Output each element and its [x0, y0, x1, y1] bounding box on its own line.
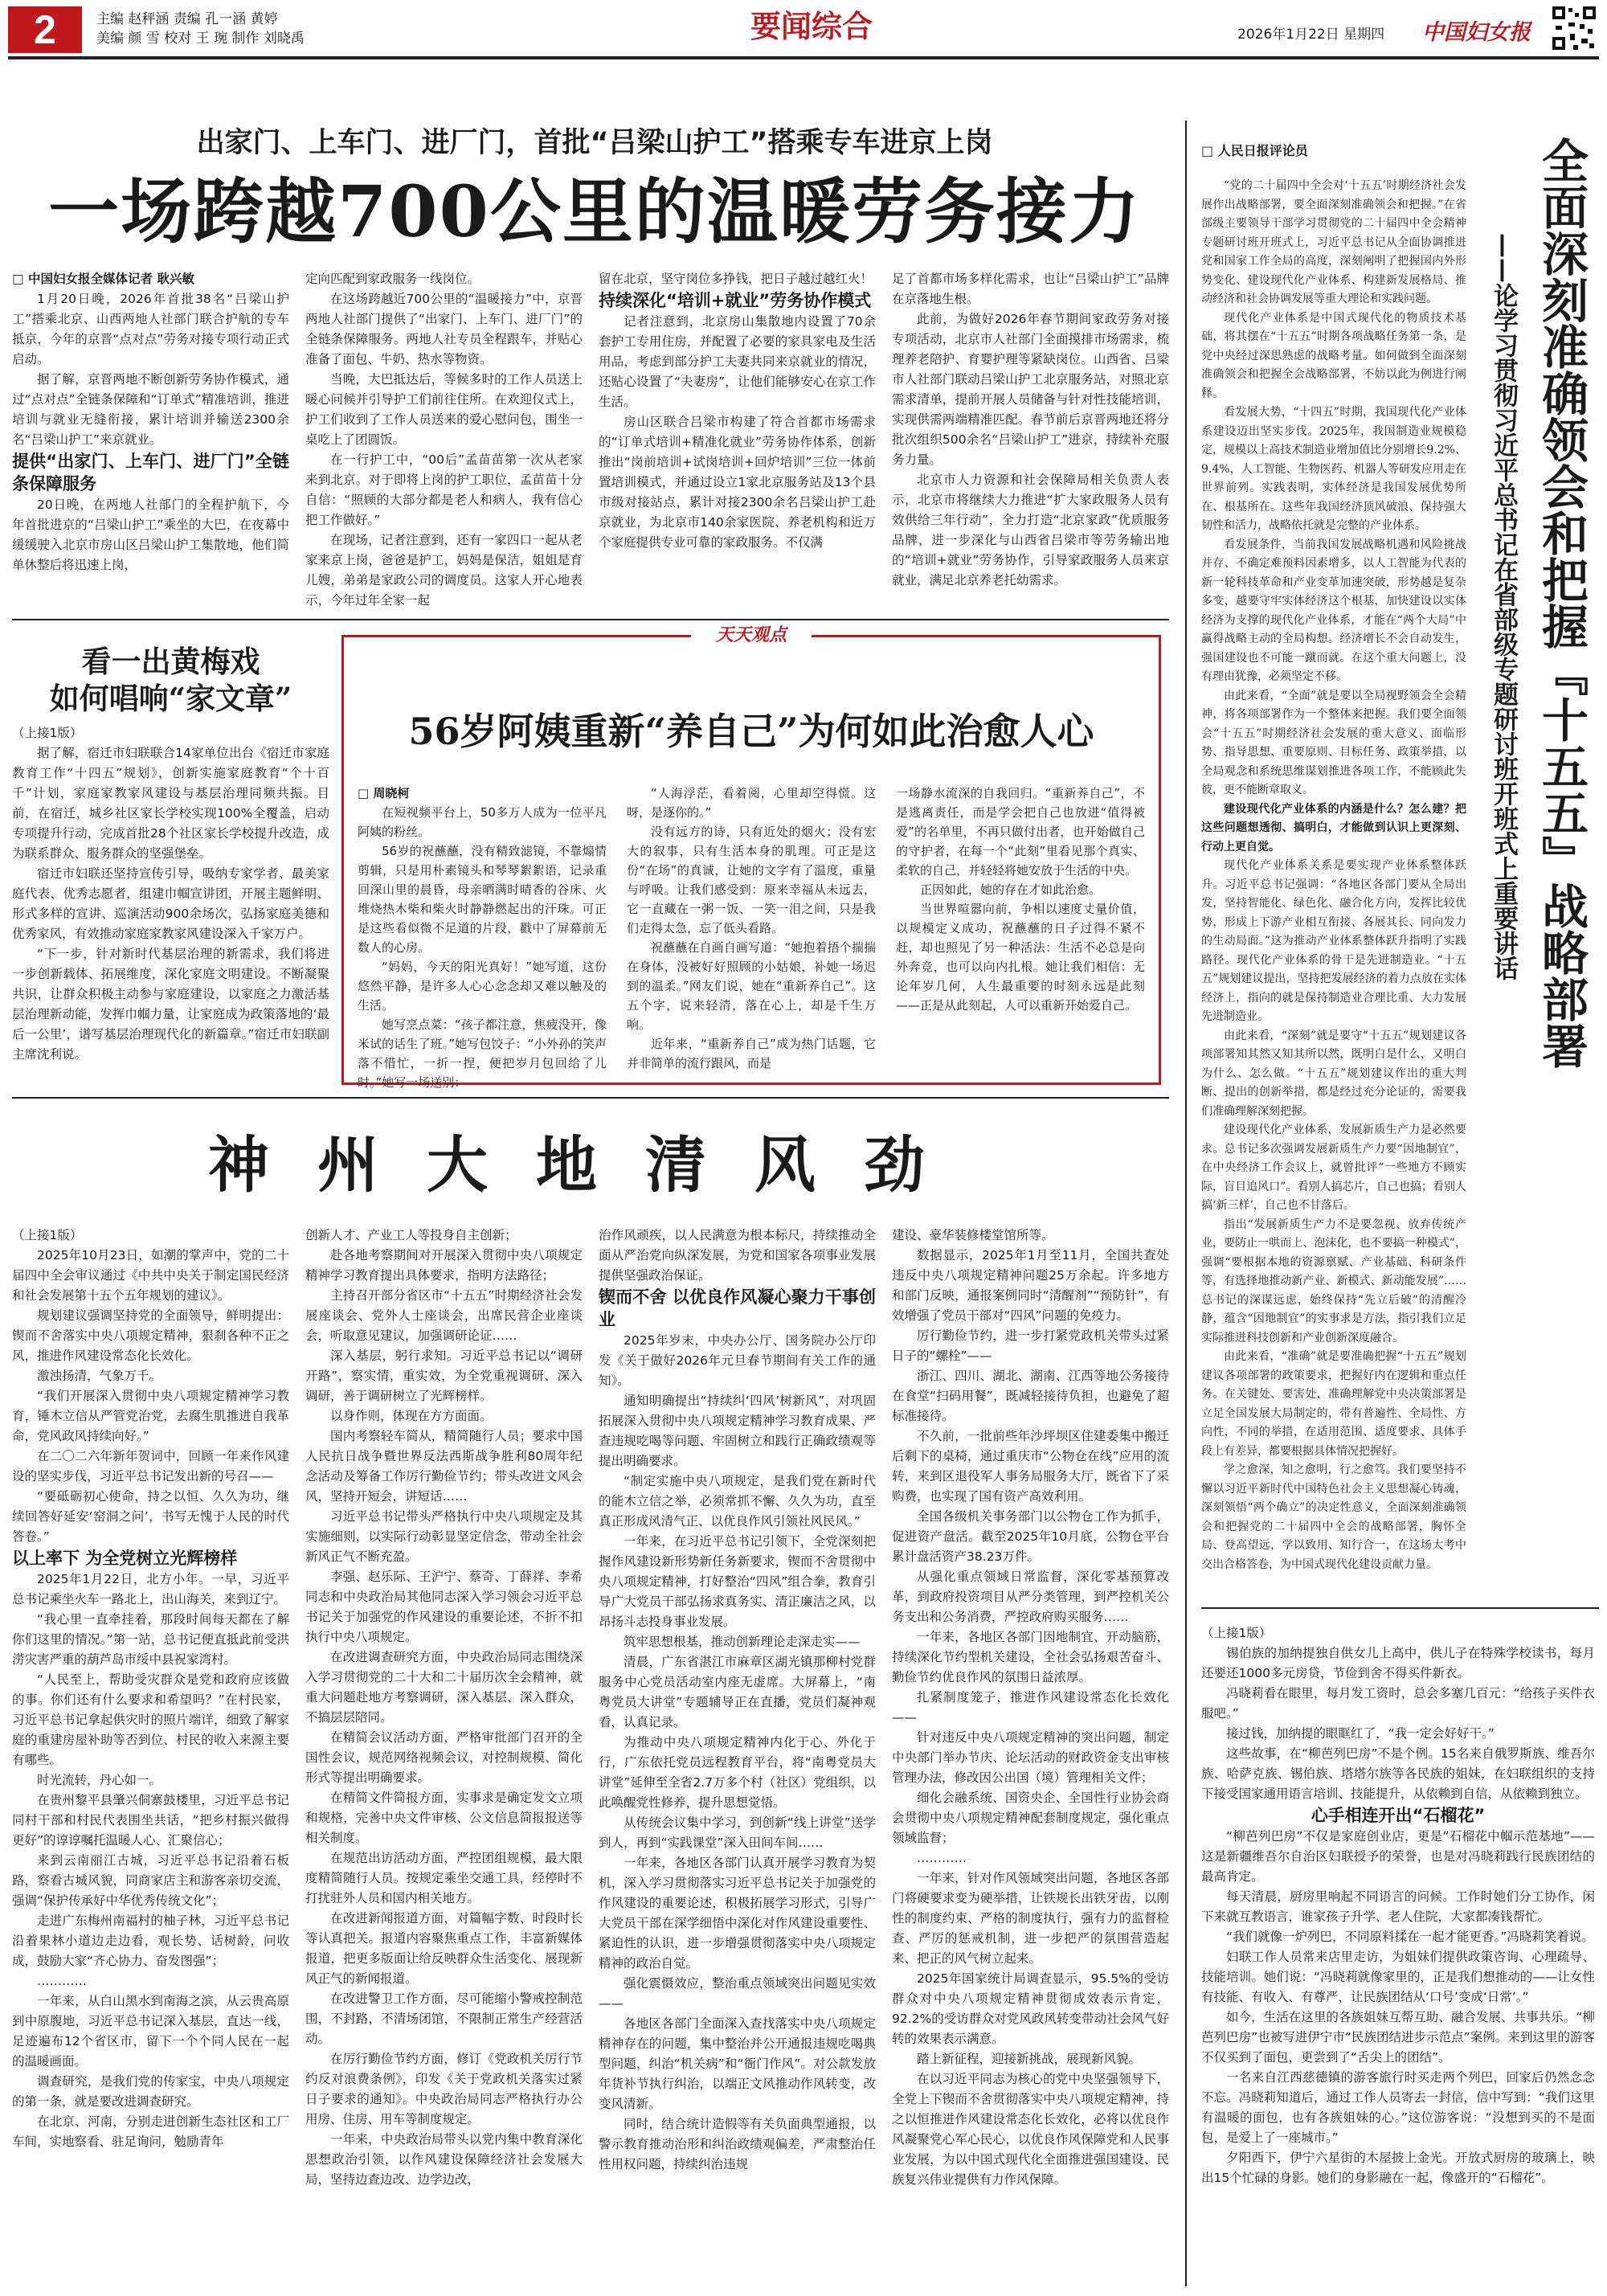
shenzhou-col-1: （上接1版） 2025年10月23日，如潮的掌声中，党的二十届四中全会审议通过《中共中央关于制定国民经济和社会发展第十五个五年规划的建议》。 规划建议强调坚持党的全面领导，鲜明提出：锲而不舍落实中央八项规定精神，狠刹各种不正之风，推进作风建设常态化长效化。 激浊扬清，气象万千。 “我们开展深入贯彻中央八项规定精神学习教育，锤木立信从严管党治党，去腐生肌推进自我革命，党风政风持续向好。” 在二〇二六年新年贺词中，回顾一年来作风建设的坚实步伐，习近平总书记发出新的号召—— “要砥砺初心使命，持之以恒、久久为功，继续回答好延安‘窑洞之问’，书写无愧于人民的时代答卷。” 以上率下 为全党树立光辉榜样 2025年1月22日，北方小年。一早，习近平总书记乘坐火车一路北上，出山海关，来到辽宁。 “我心里一直牵挂着，那段时间每天都在了解你们这里的情况。”第一站，总书记便直抵此前受洪涝灾害严重的葫芦岛市绥中县祝家湾村。 “人民至上，帮助受灾群众是党和政府应该做的事。你们还有什么要求和希望吗？”在村民家，习近平总书记拿起供灾时的照片端详，细致了解家庭的重建房屋补助等否到位、村民的收入来源主要有哪些。 时光流转，丹心如一。 在贵州黎平县肇兴侗寨鼓楼里，习近平总书记同村干部和村民代表围坐共话，“把乡村振兴做得更好”的谆谆嘱托温暖人心、汇聚信心； 来到云南丽江古城，习近平总书记沿着石板路，察看古城风貌，同商家店主和游客亲切交流，强调“保护传承好中华优秀传统文化”； 走进广东梅州南福村的柚子林，习近平总书记沿着果林小道边走边看，观长势、话树龄，问收成，鼓励大家“齐心协力、奋发图强”； ………… 一年来，从白山黑水到南海之滨，从云贵高原到中原腹地，习近平总书记深入基层，直达一线，足迹遍布12个省区市，留下一个个同人民在一起的温暖画面。 调查研究，是我们党的传家宝，中央八项规定的第一条，就是要改进调查研究。 在北京、河南，分别走进创新生态社区和工厂车间，实地察看、驻足询问，勉励青年 [12, 1228, 289, 2149]
lead-col-2: 定向匹配到家政服务一线岗位。 在这场跨越近700公里的“温暖接力”中，京晋两地人社部门提供了“出家门、上车门、进厂门”的全链条保障服务。两地人社专员全程跟车，并贴心准备了面包、牛奶、热水等物资。 当晚，大巴抵达后，等候多时的工作人员送上暖心问候并引导护工们前往住所。在欢迎仪式上，护工们收到了工作人员送来的爱心慰问包，围坐一桌吃上了团圆饭。 在一行护工中，“00后”孟苗苗第一次从老家来到北京。对于即将上岗的护工职位，孟苗苗十分自信：“照顾的大部分都是老人和病人，我有信心把工作做好。” 在现场，记者注意到，还有一家四口一起从老家来京上岗，爸爸是护工，妈妈是保洁，姐姐是育儿嫂，弟弟是家政公司的调度员。这家人开心地表示，今年过年全家一起 [305, 272, 583, 608]
lead-bottom-rule [12, 619, 1169, 620]
bottom-right-story: （上接1版） 锡伯族的加纳提独自供女儿上高中，供儿子在特殊学校读书，每月还要还1000多元房贷，节俭到舍不得买件新衣。 冯晓莉看在眼里，每月发工资时，总会多塞几百元：“给孩子买件衣服吧。” 接过钱，加纳提的眼眶红了，“我一定会好好干。” 这些故事，在“柳芭列巴房”不是个例。15名来自俄罗斯族、维吾尔族、哈萨克族、锡伯族、塔塔尔族等各民族的姐妹，在妇联组织的支持下接受国家通用语言培训、技能提升，从依赖到自信，从依赖到独立。 心手相连开出“石榴花” “柳芭列巴房”不仅是家庭创业店，更是“石榴花中帼示范基地”——这是新疆维吾尔自治区妇联授予的荣誉，也是对冯晓莉践行民族团结的最高肯定。 每天清晨，厨房里响起不同语言的问候。工作时她们分工协作，闲下来就互教语言，谁家孩子升学、老人住院，大家都凑钱帮忙。 “我们就像一炉列巴，不同原料揉在一起才能更香。”冯晓莉笑着说。 妇联工作人员常来店里走访，为姐妹们提供政策咨询、心理疏导、技能培训。她们说：“冯晓莉就像家里的，正是我们想推动的——让女性有技能、有收入、有尊严，让民族团结从‘口号’变成‘日常’。” 如今，生活在这里的各族姐妹互帮互助、融合发展、共事共乐。“柳芭列巴房”也被写进伊宁市“民族团结进步示范点”案例。来到这里的游客不仅买到了面包，更尝到了“舌尖上的团结”。 一名来自江西慈德镇的游客旅行时买走两个列巴，回家后仍然念念不忘。冯晓莉知道后，通过工作人员寄去一封信，信中写到：“我们这里有温暖的面包，也有各族姐妹的心。”这位游客说：“没想到买的不是面包，是爱上了一座城市。” 夕阳西下，伊宁六星街的木屋披上金光。开放式厨房的玻璃上，映出15个忙碌的身影。她们的身影融在一起，像盛开的“石榴花”。 [1201, 1626, 1595, 2185]
opinion-col-2: “人海浮茫，看着阅，心里却空得慌。这呀，是逐你的。” 没有远方的诗，只有近处的烟火；没有宏大的叙事，只有生活本身的肌理。可正是这份“在场”的真诚，让她的文字有了温度，重量与呼吸。让我们感受到：原来幸福从未远去，它一直藏在一粥一饭、一笑一泪之间，只是我们走得太急，忘了低头看路。 祝蘸蘸在自画自画写道：“她抱着捂个揣揣在身体，没被好好照顾的小姑娘，补她一场迟到的温柔。”网友们说，她在“重新养自己”。这五个字，说来轻清，落在心上，却是千生万响。 近年来，“重新养自己”成为热门话题，它并非简单的流行跟风，而是 [627, 786, 876, 1070]
lead-col-1: □ 中国妇女报全媒体记者 耿兴敏 1月20日晚，2026年首批38名“吕梁山护工”搭乘北京、山西两地人社部门联合护航的专车抵京，今年的京晋“点对点”劳务对接专项行动正式启动。 据了解，京晋两地不断创新劳务协作模式，通过“点对点”全链条保障和“订单式”精准培训，推进培训与就业无缝衔接，累计培训并输送2300余名“吕梁山护工”来京就业。 提供“出家门、上车门、进厂门”全链条保障服务 20日晚，在两地人社部门的全程护航下，今年首批进京的“吕梁山护工”乘坐的大巴，在夜幕中缓缓驶入北京市房山区吕梁山护工集散地，他们简单休整后将迅速上岗， [12, 269, 289, 607]
lead-kicker: 出家门、上车门、进厂门，首批“吕梁山护工”搭乘专车进京上岗 [196, 127, 993, 159]
opinion-title: 56岁阿姨重新“养自己”为何如此治愈人心 [408, 710, 1094, 753]
shenzhou-col-3: 治作风顽疾，以人民满意为根本标尺，持续推动全面从严治党向纵深发展，为党和国家各项事业发展提供坚强政治保证。 锲而不舍 以优良作风凝心聚力干事创业 2025年岁末，中央办公厅、国务院办公厅印发《关于做好2026年元旦春节期间有关工作的通知》。 通知明确提出“持续纠‘四风’树新风”，对巩固拓展深入贯彻中央八项规定精神学习教育成果、严查违规吃喝等问题、牢固树立和践行正确政绩观等提出明确要求。 “制定实施中央八项规定，是我们党在新时代的能木立信之举，必须常抓不懈、久久为功，直至真正形成风清气正、以优良作风引领社风民风。” 一年来，在习近平总书记引领下，全党深刻把握作风建设新形势新任务新要求，锲而不舍贯彻中央八项规定精神，打好整治“四风”组合拳，教育引导广大党员干部弘扬求真务实、清正廉洁之风，以昂扬斗志投身事业发展。 筑牢思想根基，推动创新理论走深走实—— 清晨，广东省湛江市麻章区湖光镇那柳村党群服务中心党员活动室内座无虚席。大屏幕上，“南粤党员大讲堂”专题辅导正在直播，党员们凝神观看，认真记录。 为推动中央八项规定精神内化于心、外化于行，广东依托党员远程教育平台，将“南粤党员大讲堂”延伸至全省2.7万多个村（社区）党组织，以此唤醒党性修养，提升思想觉悟。 从传统会议集中学习，到创新“线上讲堂”送学到人，再到“实践课堂”深入田间车间…… 一年来，各地区各部门认真开展学习教育为契机，深入学习贯彻落实习近平总书记关于加强党的作风建设的重要论述，积极拓展学习形式，引导广大党员干部在深学细悟中深化对作风建设重要性、紧迫性的认识，进一步增强贯彻落实中央八项规定精神的政治自觉。 强化震慑效应，整治重点领域突出问题见实效—— 各地区各部门全面深入查找落实中央八项规定精神存在的问题，集中整治并公开通报违规吃喝典型问题，纠治“机关病”和“衙门作风”。对公款发放年货补节执行纠治，以端正文风推动作风转变，改变风清新。 同时，结合统计造假等有关负面典型通报，以警示教育推动治形和纠治政绩观偏差，严肃整治任性用权问题，持续纠治违规 [599, 1228, 876, 2171]
shenzhou-headline: 神州大地清风劲 [208, 1129, 973, 1201]
shenzhou-subhead-1: 以上率下 为全党树立光辉榜样 [12, 1549, 238, 1568]
page-number: 2 [8, 6, 82, 53]
huangmei-title: 看一出黄梅戏 如何唱响“家文章” [49, 644, 292, 716]
qr-code-icon [1551, 5, 1597, 51]
opinion-col-1: □ 周晓柯 在短视频平台上，50多万人成为一位平凡阿姨的粉丝。 56岁的祝蘸蘸，没有精致滤镜，不靠煽情剪辑，只是用朴素镜头和琴琴絮絮语，记录重回深山里的晨昏，母亲晒满时晴香的谷床、火堆烧热木柴和柴火时静静燃起出的汗珠。可正是这些看似微不足道的片段，戳中了屏幕前无数人的心房。 “妈妈，今天的阳光真好！”她写道，这份悠然平静，是许多人心心念念却又难以触及的生活。 她写烹点菜：“孩子都注意，焦疲没开，像米试的话生了班。”她写包饺子：“小外孙的笑声落不惜忙，一折一捏，便把岁月包回给了儿时。”她写一场送别： [358, 786, 607, 1090]
shenzhou-subhead-2: 锲而不舍 以优良作风凝心聚力干事创业 [599, 1287, 876, 1329]
issue-date: 2026年1月22日 星期四 [1237, 27, 1385, 43]
opinion-bottom-rule [12, 1097, 1169, 1099]
right-bottom-rule [1201, 1607, 1599, 1609]
section-title: 要闻综合 [750, 9, 873, 44]
column-divider [1185, 121, 1187, 2286]
lead-subhead-1: 提供“出家门、上车门、进厂门”全链条保障服务 [12, 452, 289, 493]
commentary-body: “党的二十届四中全会对‘十五五’时期经济社会发展作出战略部署，要全面深刻准确领会和把握。”在省部级主要领导干部学习贯彻党的二十届四中全会精神专题研讨班开班式上，习近平总书记从全面协调推进党和国家工作全局的高度，深刻阐明了把握国内外形势变化、建设现代化产业体系、构建新发展格局、推动经济和社会协调发展等重大理论和实践问题。 现代化产业体系是中国式现代化的物质技术基础，将其摆在“十五五”时期各项战略任务第一条，是党中央经过深思熟虑的战略考量。如何做到全面深刻准确领会和把握全会战略部署，不妨以此为例进行阐释。 看发展大势，“十四五”时期，我国现代化产业体系建设迈出坚实步伐。2025年，我国制造业规模稳定，规模以上高技术制造业增加值比分别增长9.2%、9.4%，人工智能、生物医药、机器人等研发应用走在世界前列。实践表明，实体经济是我国发展优势所在、根基所在。这些年我国经济顶风破浪、保持强大韧性和活力，战略依托就是完整的产业体系。 看发展条件，当前我国发展战略机遇和风险挑战并存、不确定难预料因素增多，以人工智能为代表的新一轮科技革命和产业变革加速突破，形势越是复杂多变，越要守牢实体经济这个根基，加快建设以实体经济为支撑的现代化产业体系，才能在“两个大局”中赢得战略主动的全局构想。经济增长不会自动发生，强国建设也不可能一蹴而就。在这个重大问题上，没有理由犹豫，必须坚定不移。 由此来看，“全面”就是要以全局视野领会全会精神，将各项部署作为一个整体来把握。我们要全面领会“十五五”时期经济社会发展的重大意义、面临形势、指导思想、重要原则、目标任务、政策举措，以全局观念和系统思维谋划推进各项工作，不能顾此失彼，更不能断章取义。 建设现代化产业体系的内涵是什么？怎么建？把这些问题想透彻、搞明白，才能做到认识上更深刻、行动上更自觉。 现代化产业体系关系是要实现产业体系整体跃升。习近平总书记强调：“各地区各部门要从全局出发，坚持智能化、绿色化、融合化方向，发挥比较优势，形成上下游产业相互衔接、各展其长、同向发力的生动局面。”这为推动产业体系整体跃升指明了实践路径。现代化产业体系的骨干是先进制造业。“十五五”规划建议提出，坚持把发展经济的着力点放在实体经济上，指向的就是保持制造业合理比重、大力发展先进制造业。 由此来看，“深刻”就是要守“十五五”规划建议各项部署知其然又知其所以然，既明白是什么，又明白为什么、怎么做。“十五五”规划建议作出的重大判断、提出的创新举措，都是经过充分论证的，需要我们准确理解深刻把握。 建设现代化产业体系，发展新质生产力是必然要求。总书记多次强调发展新质生产力要“因地制宜”，在中央经济工作会议上，就曾批评“一些地方不顾实际，盲目追风口”。看别人搞芯片，自己也搞；看别人搞‘新三样’，自己也不甘落后。 指出“发展新质生产力不是要忽视、放弃传统产业，要防止一哄而上、泡沫化，也不要搞一种模式”，强调“要根据本地的资源禀赋、产业基础、科研条件等，有选择地推动新产业、新模式、新动能发展”……总书记的深谋远虑，始终保持“先立后破”的清醒冷静，蕴含“因地制宜”的实事求是方法，指引我们立足实际推进科技创新和产业创新深度融合。 由此来看，“准确”就是要准确把握“十五五”规划建议各项部署的政策要求，把握好内在逻辑和重点任务。在关键处、要害处，准确理解党中央决策部署是立足全国发展大局制定的，带有普遍性、全局性、方向性，不同的举措，在适用范围、适度要求、具体手段上有差异，都要根据具体情况把握好。 学之愈深，知之愈明，行之愈笃。我们要坚持不懈以习近平新时代中国特色社会主义思想凝心铸魂，深刻领悟“两个确立”的决定性意义，全面深刻准确领会和把握党的二十届四中全会的战略部署，胸怀全局、登高望远，学以致用、知行合一，在这场大考中交出合格答卷，为中国式现代化建设贡献力量。 [1201, 179, 1466, 1571]
masthead-logo: 中国妇女报 [1422, 20, 1531, 45]
lead-headline: 一场跨越700公里的温暖劳务接力 [48, 170, 1141, 253]
opinion-col-3: 一场静水流深的自我回归。“重新养自己”，不是逃离责任，而是学会把自己也放进“值得被爱”的名单里，不再只做付出者，也开始做自己的守护者，在每一个“此刻”里看见那个真实、柔软的自己，并轻轻将她安放于生活的中央。 正因如此，她的存在才如此治愈。 当世界喧嚣向前，争相以速度丈量价值，以规模定义成功，祝蘸蘸的日子过得不紧不赶，却也照见了另一种活法：生活不必总是向外奔竞，也可以向内扎根。她让我们相信：无论年岁几何，人生最重要的时刻永远是此刻——正是从此刻起，人可以重新开始爱自己。 [896, 786, 1145, 1013]
commentary-author: □ 人民日报评论员 [1201, 143, 1308, 158]
header-rule [8, 56, 1599, 59]
commentary-subheadline: ——论学习贯彻习近平总书记在省部级专题研讨班开班式上重要讲话 [1489, 233, 1518, 980]
lead-col-3: 留在北京，坚守岗位多挣钱，把日子越过越红火！ 持续深化“培训+就业”劳务协作模式 记者注意到，北京房山集散地内设置了70余套护工专用住房，并配置了必要的家具家电及生活用品，考虑到部分护工夫妻共同来京就业的情况，还贴心设置了“夫妻房”，让他们能够安心在京工作生活。 房山区联合吕梁市构建了符合首都市场需求的“订单式培训+精准化就业”劳务协作体系，创新推出“岗前培训+试岗培训+回炉培训”三位一体前置培训模式，并通过设立1家北京服务站及13个县市级对接站点，累计对接2300余名吕梁山护工赴京就业，为北京市140余家医院、养老机构和近万个家庭提供专业可靠的家政服务。不仅满 [599, 272, 876, 550]
shenzhou-col-4: 建设、豪华装修楼堂馆所等。 数据显示，2025年1月至11月，全国共查处违反中央八项规定精神问题25万余起。许多地方和部门反映，通报案例同时“清醒剂”“预防针”，有效增强了党员干部对“四风”问题的免疫力。 厉行勤俭节约，进一步打紧党政机关带头过紧日子的“螺栓”—— 浙江、四川、湖北、湖南、江西等地公务接待在食堂“扫码用餐”，既减轻接待负担，也避免了超标准接待。 不久前，一批前些年沙坪坝区住建委集中搬迁后剩下的桌椅，通过重庆市“公物仓在线”应用的流转，来到区退役军人事务局服务大厅，既省下了采购费，也实现了国有资产高效利用。 全国各级机关事务部门以公物仓工作为抓手，促进资产盘活。截至2025年10月底，公物仓平台累计盘活资产38.23万件。 从强化重点领域日常监督，深化零基预算改革，到政府投资项目从严分类管理，到严控机关公务支出和公务消费，严控政府购买服务…… 一年来，各地区各部门因地制宜、开动脑筋，持续深化节约型机关建设，全社会弘扬艰苦奋斗、勤俭节约优良作风的氛围日益浓厚。 扎紧制度笼子，推进作风建设常态化长效化—— 针对违反中央八项规定精神的突出问题，制定中央部门举办节庆、论坛活动的财政资金支出审核管理办法，修改因公出国（境）管理相关文件； 细化会融系统、国资央企、全国性行业协会商会贯彻中央八项规定精神配套制度规定，强化重点领域监督； ………… 一年来，针对作风领域突出问题，各地区各部门将硬要求变为硬举措，让铁规长出铁牙齿，以刚性的制度约束、严格的制度执行，强有力的监督检查、严厉的惩戒机制，进一步把严的氛围营造起来、把正的风气树立起来。 2025年国家统计局调查显示，95.5%的受访群众对中央八项规定精神贯彻成效表示肯定，92.2%的受访群众对党风政风转变带动社会风气好转的效果表示满意。 踏上新征程，迎接新挑战，展现新风貌。 在以习近平同志为核心的党中央坚强领导下，全党上下锲而不舍贯彻落实中央八项规定精神，持之以恒推进作风建设常态化长效化，必将以优良作风凝聚党心军心民心，以优良作风保障党和人民事业发展，为以中国式现代化全面推进强国建设、民族复兴伟业提供有力作风保障。 [892, 1228, 1169, 2187]
staff-credits: 主编 赵秤涵 责编 孔一涵 黄婷 美编 颜 雪 校对 王 琬 制作 刘晓禹 [96, 11, 305, 47]
huangmei-body: （上接1版） 据了解，宿迁市妇联联合14家单位出台《宿迁市家庭教育工作“十四五”规划》，创新实施家庭教育“个十百千”计划，家庭家教家风建设与基层治理同频共振。目前，在宿迁，城乡社区家长学校实现100%全覆盖，启动专项提升行动，完成首批28个社区家长学校提升改造，成为联系群众、服务群众的坚强堡垒。 宿迁市妇联还坚持宣传引导，吸纳专家学者、最美家庭代表、优秀志愿者，组建巾帼宣讲团，开展主题鲜明、形式多样的宣讲、巡演活动900余场次，弘扬家庭美德和优秀家风，有效推动家庭家教家风建设深入千家万户。 “下一步，针对新时代基层治理的新需求，我们将进一步创新载体、拓展维度，深化家庭文明建设。不断凝聚共识，让群众积极主动参与家庭建设，以家庭之力激活基层治理新动能，发挥巾帼力量，让家庭成为政策落地的‘最后一公里’，谱写基层治理现代化的新篇章。”宿迁市妇联副主席沈利说。 [12, 726, 329, 1062]
opinion-badge: 天天观点 [691, 624, 812, 648]
lead-byline: □ 中国妇女报全媒体记者 耿兴敏 [12, 272, 194, 286]
lead-col-4: 足了首都市场多样化需求，也让“吕梁山护工”品牌在京落地生根。 此前，为做好2026年春节期间家政劳务对接专项活动，北京市人社部门全面摸排市场需求，梳理养老陪护、育婴护理等紧缺岗位。山西省、吕梁市人社部门联动吕梁山护工北京服务站，对照北京需求清单，提前开展人员储备与针对性技能培训，实现供需两端精准匹配。春节前后京晋两地还将分批次组织500余名“吕梁山护工”进京，持续补充服务力量。 北京市人力资源和社会保障局相关负责人表示，北京市将继续大力推进“扩大家政服务人员有效供给三年行动”，全力打造“北京家政”优质服务品牌，进一步深化与山西省吕梁市等劳务输出地的“培训+就业”劳务协作，引导家政服务人员来京就业，满足北京养老托幼需求。 [892, 272, 1169, 587]
lead-subhead-2: 持续深化“培训+就业”劳务协作模式 [599, 291, 872, 310]
commentary-headline: 全面深刻准确领会和把握『十五五』战略部署 [1534, 137, 1589, 1069]
bottom-right-subhead: 心手相连开出“石榴花” [1311, 1806, 1486, 1825]
shenzhou-col-2: 创新人才、产业工人等投身自主创新； 赴各地考察期间对开展深入贯彻中央八项规定精神学习教育提出具体要求，指明方法路径； 主持召开部分省区市“十五五”时期经济社会发展座谈会、党外人士座谈会，出席民营企业座谈会，听取意见建议，加强调研论证…… 深入基层，躬行求知。习近平总书记以“调研开路”，察实情，重实效，为全党重视调研、深入调研，善于调研树立了光辉榜样。 以身作则，体现在方方面面。 国内考察轻车简从，精简随行人员；要求中国人民抗日战争暨世界反法西斯战争胜利80周年纪念活动及筹备工作厉行勤俭节约；带头改进文风会风，坚持开短会，讲短话…… 习近平总书记带头严格执行中央八项规定及其实施细则，以实际行动彰显坚定信念，带动全社会新风正气不断充盈。 李强、赵乐际、王沪宁、蔡奇、丁薛祥、李希同志和中央政治局其他同志深入学习领会习近平总书记关于加强党的作风建设的重要论述，不折不扣执行中央八项规定。 在改进调查研究方面，中央政治局同志围绕深入学习贯彻党的二十大和二十届历次全会精神，就重大问题赴地方考察调研，深入基层、深入群众，不搞层层陪同。 在精简会议活动方面，严格审批部门召开的全国性会议，规范网络视频会议，对控制规模、简化形式等提出明确要求。 在精简文件简报方面，实事求是确定发文立项和规格，完善中央文件审核、公文信息简报报送等相关制度。 在规范出访活动方面，严控团组规模，最大限度精简随行人员。按规定乘坐交通工具，经停时不打扰驻外人员和国内相关地方。 在改进新闻报道方面，对篇幅字数、时段时长等认真把关。报道内容聚焦重点工作，丰富新媒体报道，把更多版面让给反映群众生活变化、展现新风正气的新闻报道。 在改进警卫工作方面，尽可能缩小警戒控制范围，不封路，不清场闭馆，不限制正常生产经营活动。 在厉行勤俭节约方面，修订《党政机关厉行节约反对浪费条例》，印发《关于党政机关落实过紧日子要求的通知》。中央政治局同志严格执行办公用房、住房、用车等制度规定。 一年来，中央政治局带头以党内集中教育深化思想政治引领，以作风建设保障经济社会发展大局，坚持边查边改、边学边改， [305, 1228, 583, 2187]
